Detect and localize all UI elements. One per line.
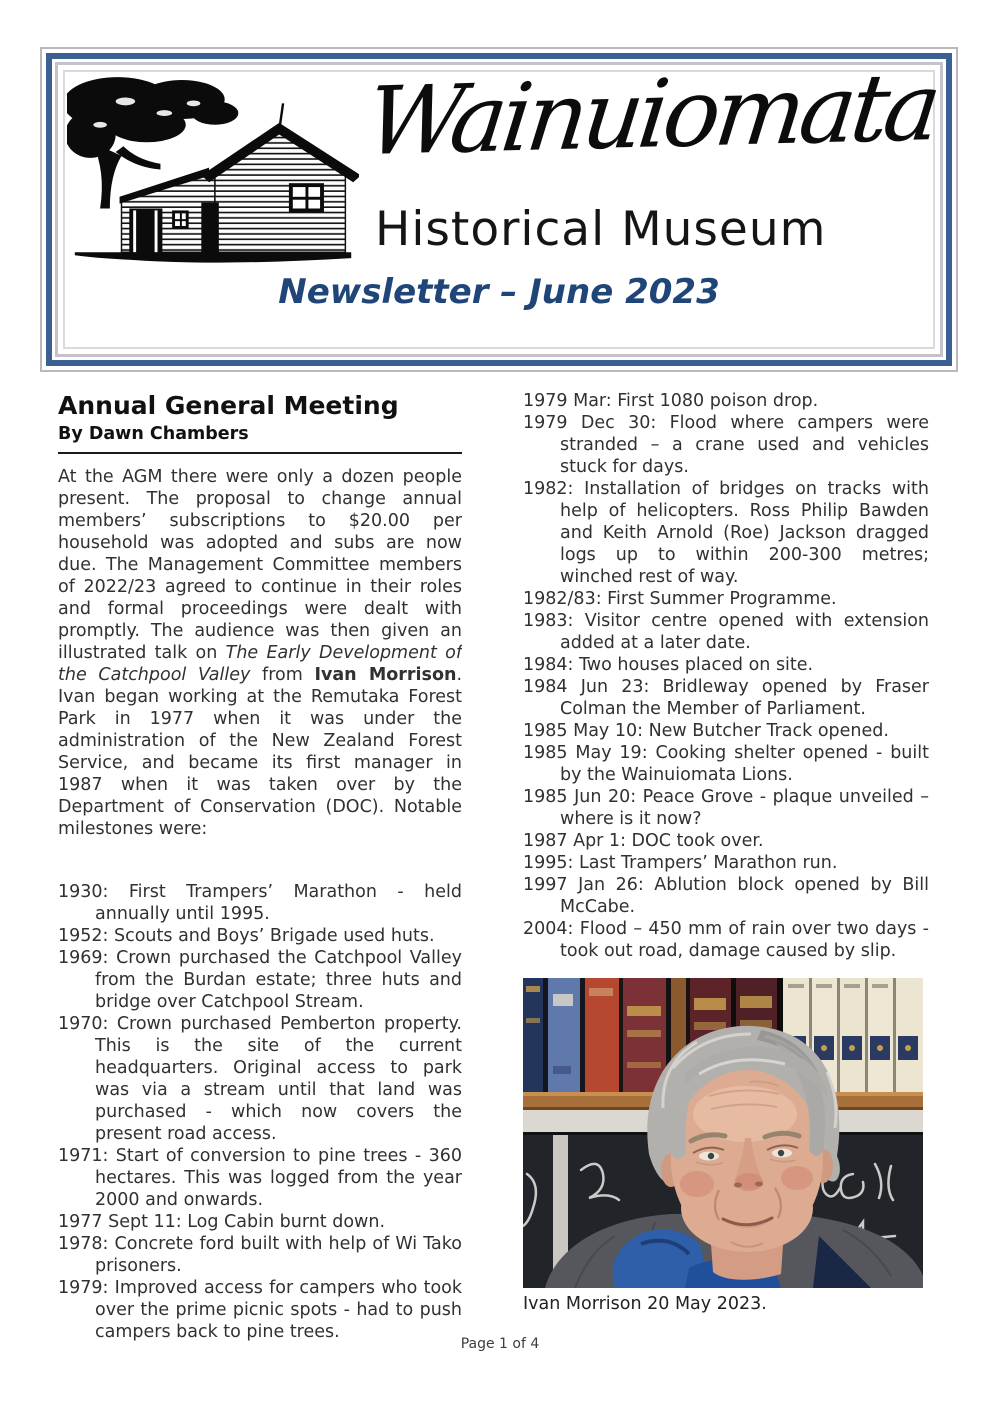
milestone-item: 1987 Apr 1: DOC took over. xyxy=(523,831,764,851)
intro-segment: from xyxy=(250,665,315,685)
milestone-item: 1997 Jan 26: Ablution block opened by Bill McCabe. xyxy=(523,875,929,917)
article-title: Annual General Meeting xyxy=(58,391,399,420)
intro-segment: . Ivan began working at the Remutaka Forest Park in 1977 when it was under the administration of the New Zealand Forest Service, and became its first manager in 1987 when it was taken over by the Department of Conservation (DOC). Notable milestones were: xyxy=(58,665,462,839)
newsletter-title: Newsletter – June 2023 xyxy=(278,272,720,312)
milestone-item: 1982/83: First Summer Programme. xyxy=(523,589,837,609)
milestone-item: 2004: Flood – 450 mm of rain over two days - took out road, damage caused by slip. xyxy=(523,919,929,961)
page-number: Page 1 of 4 xyxy=(460,1336,540,1352)
logo-subtitle: Historical Museum xyxy=(375,202,827,257)
logo-script-title: Wainuiomata xyxy=(361,53,942,177)
masthead-frame xyxy=(40,47,958,372)
milestones-list-right xyxy=(523,390,929,962)
photo-caption: Ivan Morrison 20 May 2023. xyxy=(523,1294,767,1314)
milestone-item: 1978: Concrete ford built with help of Wi Tako prisoners. xyxy=(58,1234,462,1276)
masthead-frame-mid xyxy=(55,53,943,357)
milestone-item: 1979: Improved access for campers who took over the prime picnic spots - had to push campers back to pine trees. xyxy=(58,1278,462,1342)
intro-segment: The Early Development of the Catchpool Valley xyxy=(58,643,462,685)
right-column xyxy=(523,390,929,1315)
milestone-item: 1985 May 19: Cooking shelter opened - built by the Wainuiomata Lions. xyxy=(523,743,929,785)
milestone-item: 1970: Crown purchased Pemberton property. This is the site of the current headquarters. Original access to park was via a stream until that land was purchased - which now covers the present road access. xyxy=(58,1014,462,1144)
milestone-item: 1930: First Trampers’ Marathon - held annually until 1995. xyxy=(58,882,462,924)
milestones-list-right-wrap xyxy=(523,390,929,978)
milestone-item: 1977 Sept 11: Log Cabin burnt down. xyxy=(58,1212,386,1232)
milestone-item: 1969: Crown purchased the Catchpool Valley from the Burdan estate; three huts and bridge over Catchpool Stream. xyxy=(58,948,462,1012)
byline-rule xyxy=(58,452,462,454)
milestone-item: 1985 Jun 20: Peace Grove - plaque unveiled – where is it now? xyxy=(523,787,929,829)
milestone-item: 1979 Dec 30: Flood where campers were stranded – a crane used and vehicles stuck for days. xyxy=(523,413,929,477)
milestone-item: 1979 Mar: First 1080 poison drop. xyxy=(523,391,819,411)
milestone-item: 1982: Installation of bridges on tracks with help of helicopters. Ross Philip Bawden and Keith Arnold (Roe) Jackson dragged logs up to within 200-300 metres; winched rest of way. xyxy=(523,479,929,587)
museum-house-illustration xyxy=(67,74,359,269)
milestone-item: 1984 Jun 23: Bridleway opened by Fraser Colman the Member of Parliament. xyxy=(523,677,929,719)
milestone-item: 1985 May 10: New Butcher Track opened. xyxy=(523,721,889,741)
milestone-item: 1971: Start of conversion to pine trees - 360 hectares. This was logged from the year 2000 and onwards. xyxy=(58,1146,462,1210)
milestone-item: 1952: Scouts and Boys’ Brigade used huts. xyxy=(58,926,435,946)
intro-segment: At the AGM there were only a dozen people present. The proposal to change annual members’ subscriptions to $20.00 per household was adopted and subs are now due. The Management Committee members of 2022/23 agreed to continue in their roles and formal proceedings were dealt with promptly. The audience was then given an illustrated talk on xyxy=(58,467,462,663)
article-byline: By Dawn Chambers xyxy=(58,424,249,444)
milestone-item: 1984: Two houses placed on site. xyxy=(523,655,814,675)
intro-segment: Ivan Morrison xyxy=(314,665,457,685)
intro-paragraph xyxy=(58,466,462,881)
masthead-frame-blue xyxy=(46,53,952,366)
milestones-list-left xyxy=(58,881,462,1343)
milestone-item: 1995: Last Trampers’ Marathon run. xyxy=(523,853,838,873)
ivan-morrison-photo xyxy=(523,978,923,1288)
milestone-item: 1983: Visitor centre opened with extension added at a later date. xyxy=(523,611,929,653)
masthead-frame-inner xyxy=(63,53,942,349)
left-column xyxy=(58,392,462,1343)
